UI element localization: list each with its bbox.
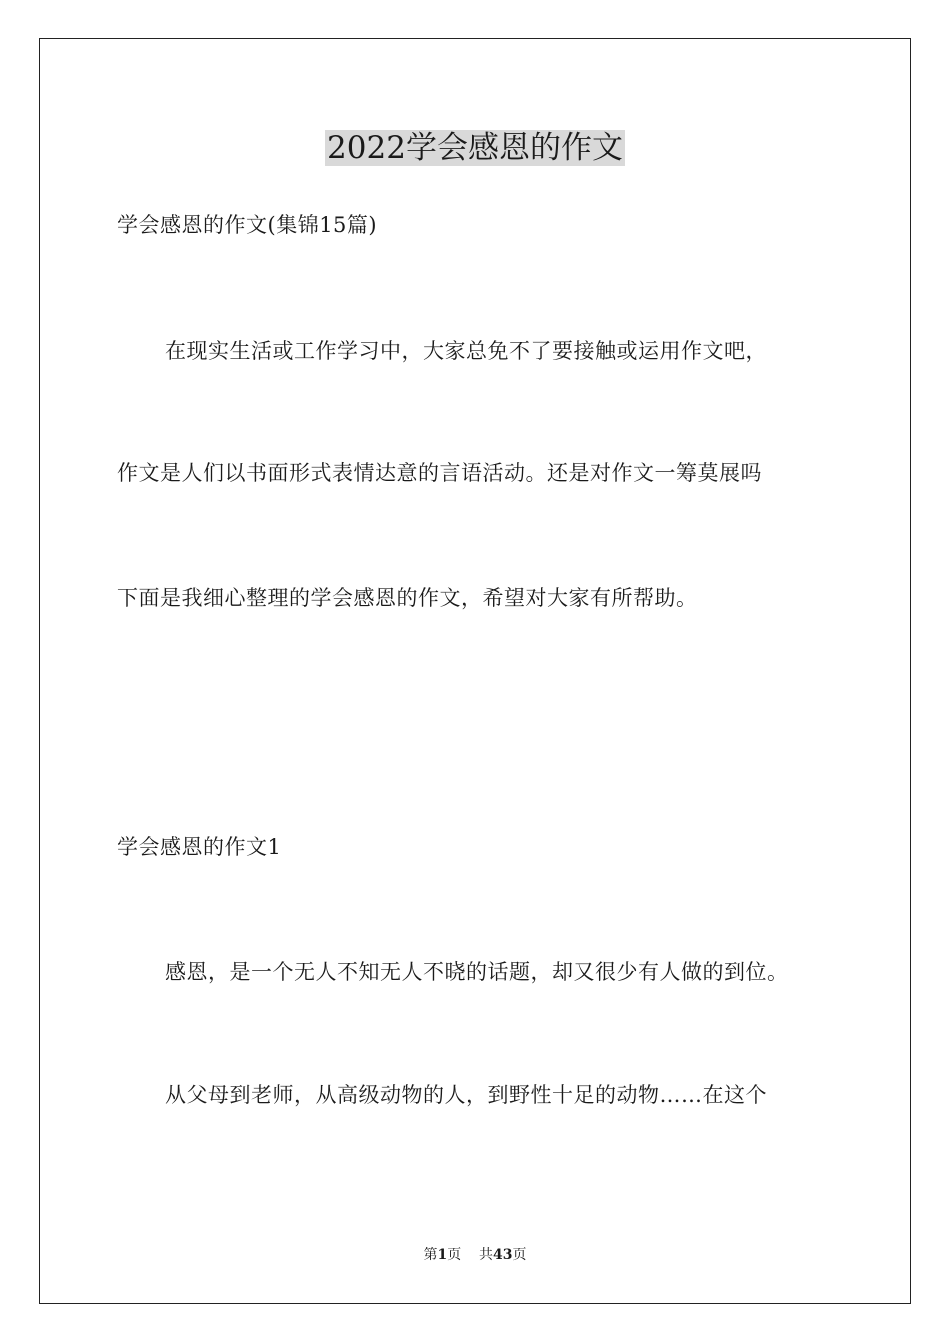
page-footer: [0, 1245, 950, 1265]
document-subtitle: 学会感恩的作文(集锦15篇): [117, 213, 378, 237]
footer-suffix: 页: [512, 1247, 527, 1263]
section-line-2: 从父母到老师，从高级动物的人，到野性十足的动物……在这个: [165, 1083, 767, 1107]
footer-current-page: 1: [437, 1247, 448, 1263]
section-line-1: 感恩，是一个无人不知无人不晓的话题，却又很少有人做的到位。: [165, 960, 789, 984]
document-title-text: 2022学会感恩的作文: [327, 130, 623, 166]
intro-line-1: 在现实生活或工作学习中，大家总免不了要接触或运用作文吧，: [165, 339, 767, 363]
footer-prefix: 第: [423, 1247, 438, 1263]
intro-line-3: 下面是我细心整理的学会感恩的作文，希望对大家有所帮助。: [117, 586, 698, 610]
section-heading: 学会感恩的作文1: [117, 835, 282, 859]
footer-mid: 页 共: [447, 1247, 494, 1263]
footer-total-pages: 43: [493, 1247, 513, 1263]
intro-line-2: 作文是人们以书面形式表情达意的言语活动。还是对作文一筹莫展吗: [117, 461, 762, 485]
document-title: [0, 126, 950, 170]
